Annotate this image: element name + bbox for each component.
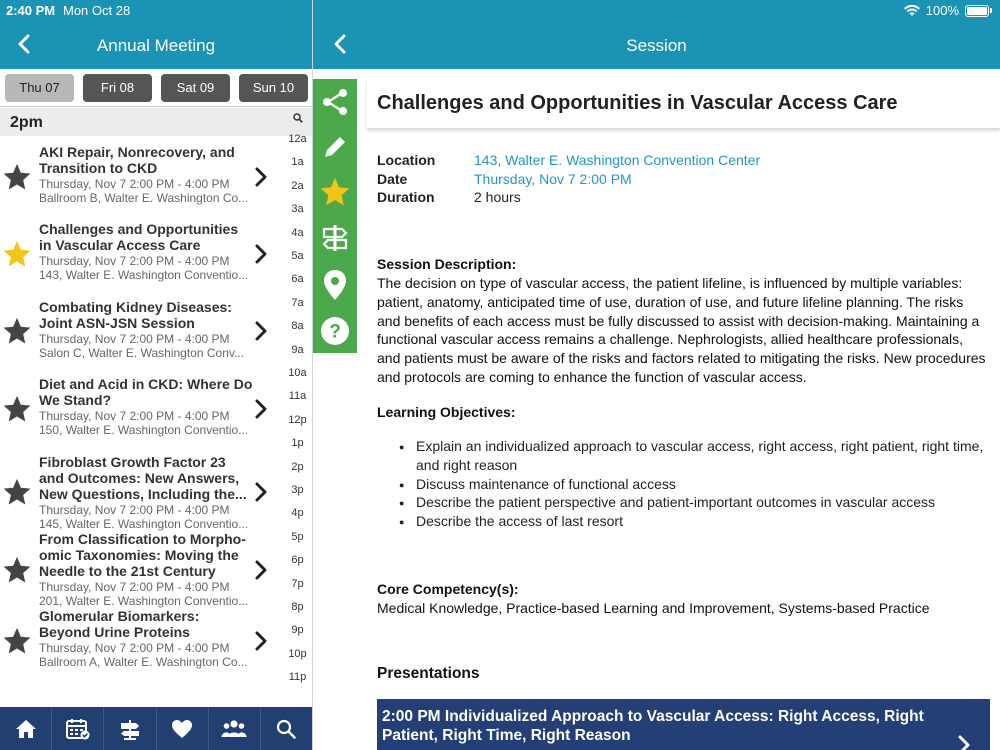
session-list <box>0 136 283 678</box>
day-tabs <box>0 69 312 107</box>
search-icon <box>276 719 296 739</box>
hour-index-item[interactable]: 8p <box>291 601 304 613</box>
session-location: Ballroom A, Walter E. Washington Co... <box>39 655 248 670</box>
session-title: AKI Repair, Nonrecovery, and Transition to CKD <box>39 144 235 176</box>
share-icon <box>320 87 350 117</box>
session-time: Thursday, Nov 7 2:00 PM - 4:00 PM <box>39 177 230 191</box>
star-icon[interactable] <box>2 239 32 269</box>
star-icon[interactable] <box>2 477 32 507</box>
map-button[interactable] <box>313 262 357 307</box>
session-row[interactable] <box>0 600 283 677</box>
hour-index-item[interactable]: 1p <box>291 437 304 450</box>
session-title: Diet and Acid in CKD: Where Do We Stand? <box>39 376 253 409</box>
hour-index-item[interactable]: 4a <box>291 226 304 239</box>
hour-index-item[interactable]: 9p <box>291 624 304 637</box>
chevron-right-icon <box>254 167 268 187</box>
svg-text:?: ? <box>329 321 341 342</box>
session-title: Combating Kidney Diseases: Joint ASN-JSN Session <box>39 298 232 331</box>
hour-index-item[interactable]: 11p <box>288 671 307 684</box>
location-link[interactable]: 143, Walter E. Washington Convention Center <box>474 152 761 168</box>
chevron-right-icon <box>254 244 268 264</box>
date-link[interactable]: Thursday, Nov 7 2:00 PM <box>474 170 632 187</box>
hour-index-item[interactable]: 3a <box>291 203 304 216</box>
status-right <box>904 3 992 18</box>
day-tab-sun[interactable]: Sun 10 <box>239 74 308 102</box>
split-divider <box>312 0 313 750</box>
help-icon <box>319 315 351 347</box>
hour-index-item[interactable]: 8a <box>291 320 304 333</box>
session-row[interactable] <box>0 446 283 531</box>
chevron-right-icon <box>254 631 268 651</box>
competency-heading: Core Competency(s): <box>377 581 519 597</box>
day-tab-thu[interactable]: Thu 07 <box>5 74 74 102</box>
description-heading: Session Description: <box>377 256 517 272</box>
hour-index-item[interactable]: 5p <box>291 530 304 543</box>
session-title: Challenges and Opportunities in Vascular Access Care <box>39 221 239 254</box>
star-icon[interactable] <box>2 316 32 346</box>
tab-bar <box>0 707 312 750</box>
tab-home[interactable] <box>0 707 52 750</box>
session-row[interactable] <box>0 213 283 290</box>
session-time: Thursday, Nov 7 2:00 PM - 4:00 PM <box>39 409 230 424</box>
star-icon[interactable] <box>2 626 32 656</box>
session-time: Thursday, Nov 7 2:00 PM - 4:00 PM <box>39 254 230 269</box>
status-time: 2:40 PM <box>6 3 56 18</box>
presentation-row[interactable] <box>377 699 990 750</box>
right-nav-bar <box>313 20 1000 69</box>
objective-item: ● Describe the patient perspective and patient-important outcomes in vascular access <box>377 493 987 512</box>
hour-index-item[interactable]: 6a <box>291 273 304 286</box>
session-time: Thursday, Nov 7 2:00 PM - 4:00 PM <box>39 502 230 517</box>
session-time: Thursday, Nov 7 2:00 PM - 4:00 PM <box>39 579 230 594</box>
section-header-label: 2pm <box>10 114 43 131</box>
signpost-icon <box>320 223 350 253</box>
chevron-right-icon <box>254 321 268 341</box>
hour-index-item[interactable]: 4p <box>291 507 304 520</box>
tab-people[interactable] <box>209 707 261 750</box>
star-icon[interactable] <box>2 162 32 192</box>
hour-index-item[interactable]: 10p <box>288 647 307 660</box>
session-location: 145, Walter E. Washington Conventio... <box>39 516 249 531</box>
session-row[interactable] <box>0 291 283 368</box>
hour-index-item[interactable]: 6p <box>291 554 304 567</box>
battery-percent: 100% <box>925 3 959 18</box>
star-icon[interactable] <box>2 394 32 424</box>
section-header <box>0 108 312 136</box>
home-icon <box>15 719 37 739</box>
session-location: 201, Walter E. Washington Conventio... <box>39 593 249 608</box>
hour-index-item[interactable]: 11a <box>288 390 307 403</box>
presentation-title: 2:00 PM Individualized Approach to Vascular Access: Right Access, Right Patient, Right Time, Right Reason <box>382 708 924 744</box>
hour-index-item[interactable]: 3p <box>291 484 304 496</box>
competency-text: Medical Knowledge, Practice-based Learning and Improvement, Systems-based Practice <box>377 600 930 616</box>
session-row[interactable] <box>0 368 283 445</box>
presentations-heading: Presentations <box>377 665 480 682</box>
status-date: Mon Oct 28 <box>63 3 131 18</box>
tab-directions[interactable] <box>104 707 156 750</box>
objective-item: ● Explain an individualized approach to vascular access, right access, right patient, right time, and right reason <box>377 437 987 475</box>
hour-index-item[interactable]: 1a <box>291 156 304 169</box>
hour-index-item[interactable]: 10a <box>288 367 307 379</box>
people-icon <box>221 719 247 739</box>
wifi-icon <box>904 5 920 17</box>
pencil-icon <box>321 133 349 161</box>
hour-index-item[interactable]: 2p <box>291 460 304 473</box>
hour-index-item[interactable]: 12a <box>288 133 307 145</box>
hour-index-item[interactable]: 5a <box>291 250 304 262</box>
signpost-icon <box>118 718 142 740</box>
description-text: The decision on type of vascular access, the patient lifeline, is influenced by multiple variables: patient, anatomy, anticipated time of use, duration of use, and future lifeline planning. The risks and benefits of each access must be fully discussed to assist with decision-making. Maintaining a functional vascular access remains a challenge. Nephrologists, allied healthcare professionals, and patients must be aware of the risks and factors related to mitigating the risks. New procedures and protocols are coming to enhance the function of vascular access. <box>377 275 986 385</box>
tab-schedule[interactable] <box>52 707 104 750</box>
session-location: Salon C, Walter E. Washington Conv... <box>39 345 244 360</box>
chevron-right-icon <box>254 560 268 580</box>
chevron-right-icon <box>254 399 268 419</box>
help-button[interactable] <box>313 308 357 353</box>
session-location: Ballroom B, Walter E. Washington Co... <box>39 191 249 205</box>
share-button[interactable] <box>313 79 357 124</box>
day-tab-fri[interactable]: Fri 08 <box>83 74 152 102</box>
hour-index-item[interactable]: 12p <box>288 413 307 426</box>
objective-item: ● Discuss maintenance of functional access <box>377 475 987 494</box>
session-location: 143, Walter E. Washington Conventio... <box>39 268 249 283</box>
session-time: Thursday, Nov 7 2:00 PM - 4:00 PM <box>39 641 230 656</box>
chevron-right-icon <box>957 735 971 750</box>
objectives-heading: Learning Objectives: <box>377 404 516 420</box>
action-rail <box>313 79 357 353</box>
date-label: Date <box>377 170 408 187</box>
star-icon[interactable] <box>2 555 32 585</box>
tab-search[interactable] <box>261 707 312 750</box>
session-title: From Classification to Morpho-omic Taxonomies: Moving the Needle to the 21st Century <box>39 530 246 579</box>
star-icon <box>319 176 351 208</box>
hour-index-item[interactable]: 7p <box>291 577 304 590</box>
session-row[interactable] <box>0 136 283 213</box>
calendar-icon <box>66 718 90 740</box>
detail-title-box <box>367 79 1000 129</box>
search-icon[interactable] <box>293 113 303 123</box>
location-pin-icon <box>322 269 348 301</box>
left-nav-bar <box>0 20 312 69</box>
day-tab-sat[interactable]: Sat 09 <box>161 74 230 102</box>
session-list-panel <box>0 69 312 707</box>
location-label: Location <box>377 152 436 168</box>
objective-item: ● Describe the access of last resort <box>377 512 987 531</box>
favorite-button[interactable] <box>313 169 357 214</box>
heart-icon <box>171 719 193 739</box>
notes-button[interactable] <box>313 124 357 169</box>
chevron-right-icon <box>254 482 268 502</box>
session-title: Fibroblast Growth Factor 23 and Outcomes: New Answers, New Questions, Including the... <box>39 453 247 502</box>
battery-icon <box>965 5 989 17</box>
tab-favorites[interactable] <box>157 707 209 750</box>
hour-index-item[interactable]: 9a <box>291 343 304 356</box>
directions-button[interactable] <box>313 215 357 260</box>
session-title: Challenges and Opportunities in Vascular Access Care <box>377 92 898 114</box>
hour-index-item[interactable]: 2a <box>291 179 304 192</box>
objectives-list <box>377 437 987 531</box>
duration-value: 2 hours <box>474 189 521 205</box>
status-bar <box>0 0 1000 20</box>
session-title: Glomerular Biomarkers: Beyond Urine Proteins <box>39 608 200 641</box>
session-location: 150, Walter E. Washington Conventio... <box>39 423 249 438</box>
right-nav-title: Session <box>626 36 687 55</box>
left-nav-title: Annual Meeting <box>96 36 216 55</box>
duration-label: Duration <box>377 189 435 205</box>
session-time: Thursday, Nov 7 2:00 PM - 4:00 PM <box>39 331 230 346</box>
hour-index-item[interactable]: 7a <box>291 296 304 309</box>
hour-index[interactable] <box>283 108 312 707</box>
session-row[interactable] <box>0 523 283 608</box>
